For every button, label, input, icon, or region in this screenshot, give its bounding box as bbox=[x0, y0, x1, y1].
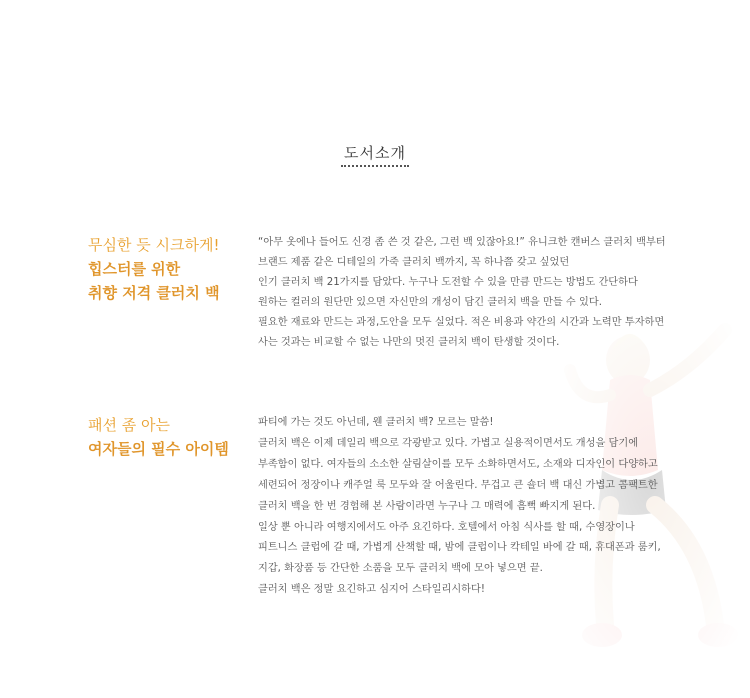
block2-heading-line: 패션 좀 아는 bbox=[88, 416, 170, 434]
block1-heading-line: 힙스터를 위한 bbox=[88, 260, 181, 278]
paragraph-line: 필요한 재료와 만드는 과정,도안을 모두 실었다. 적은 비용과 약간의 시간과 노력만 투자하면 bbox=[258, 317, 665, 328]
paragraph-line: 세련되어 정장이나 캐주얼 룩 모두와 잘 어울린다. 무겁고 큰 숄더 백 대신 가볍고 콤팩트한 bbox=[258, 479, 658, 491]
paragraph-line: 클러치 백은 정말 요긴하고 심지어 스타일리시하다! bbox=[258, 584, 485, 596]
paragraph-line: 파티에 가는 것도 아닌데, 웬 클러치 백? 모르는 말씀! bbox=[258, 417, 494, 428]
paragraph-line: 지갑, 화장품 등 간단한 소품을 모두 클러치 백에 모아 넣으면 끝. bbox=[258, 563, 543, 575]
paragraph-line: 사는 것과는 비교할 수 없는 나만의 멋진 클러치 백이 탄생할 것이다. bbox=[258, 337, 560, 348]
paragraph-line: 원하는 컬러의 원단만 있으면 자신만의 개성이 담긴 클러치 백을 만들 수 있다. bbox=[258, 297, 602, 308]
paragraph-line: “아무 옷에나 들어도 신경 좀 쓴 것 같은, 그런 백 있잖아요!” 유니크한 캔버스 클러치 백부터 bbox=[258, 237, 666, 248]
paragraph-line: 일상 뿐 아니라 여행지에서도 아주 요긴하다. 호텔에서 아침 식사를 할 때, 수영장이나 bbox=[258, 521, 635, 533]
paragraph-line: 클러치 백을 한 번 경험해 본 사람이라면 누구나 그 매력에 흠뻑 빠지게 된다. bbox=[258, 500, 596, 512]
block2-paragraph bbox=[258, 413, 678, 601]
paragraph-line: 클러치 백은 이제 데일리 백으로 각광받고 있다. 가볍고 실용적이면서도 개성을 담기에 bbox=[258, 437, 639, 449]
block2-heading-line: 여자들의 필수 아이템 bbox=[88, 440, 229, 458]
block1-heading bbox=[88, 233, 220, 305]
block1-heading-line: 취향 저격 클러치 백 bbox=[88, 284, 220, 302]
paragraph-line: 인기 클러치 백 21가지를 담았다. 누구나 도전할 수 있을 만큼 만드는 방법도 간단하다 bbox=[258, 277, 638, 288]
section-title: 도서소개 bbox=[344, 144, 406, 162]
paragraph-line: 피트니스 클럽에 갈 때, 가볍게 산책할 때, 밤에 클럽이나 칵테일 바에 갈 때, 휴대폰과 룸키, bbox=[258, 542, 661, 554]
paragraph-line: 부족함이 없다. 여자들의 소소한 살림살이를 모두 소화하면서도, 소재와 디자인이 다양하고 bbox=[258, 458, 658, 470]
block1-heading-line: 무심한 듯 시크하게! bbox=[88, 236, 220, 254]
block1-paragraph bbox=[258, 233, 678, 353]
title-dotted-underline bbox=[341, 165, 409, 167]
paragraph-line: 브랜드 제품 같은 디테일의 가죽 클러치 백까지, 꼭 하나쯤 갖고 싶었던 bbox=[258, 257, 570, 268]
block2-heading bbox=[88, 413, 229, 461]
